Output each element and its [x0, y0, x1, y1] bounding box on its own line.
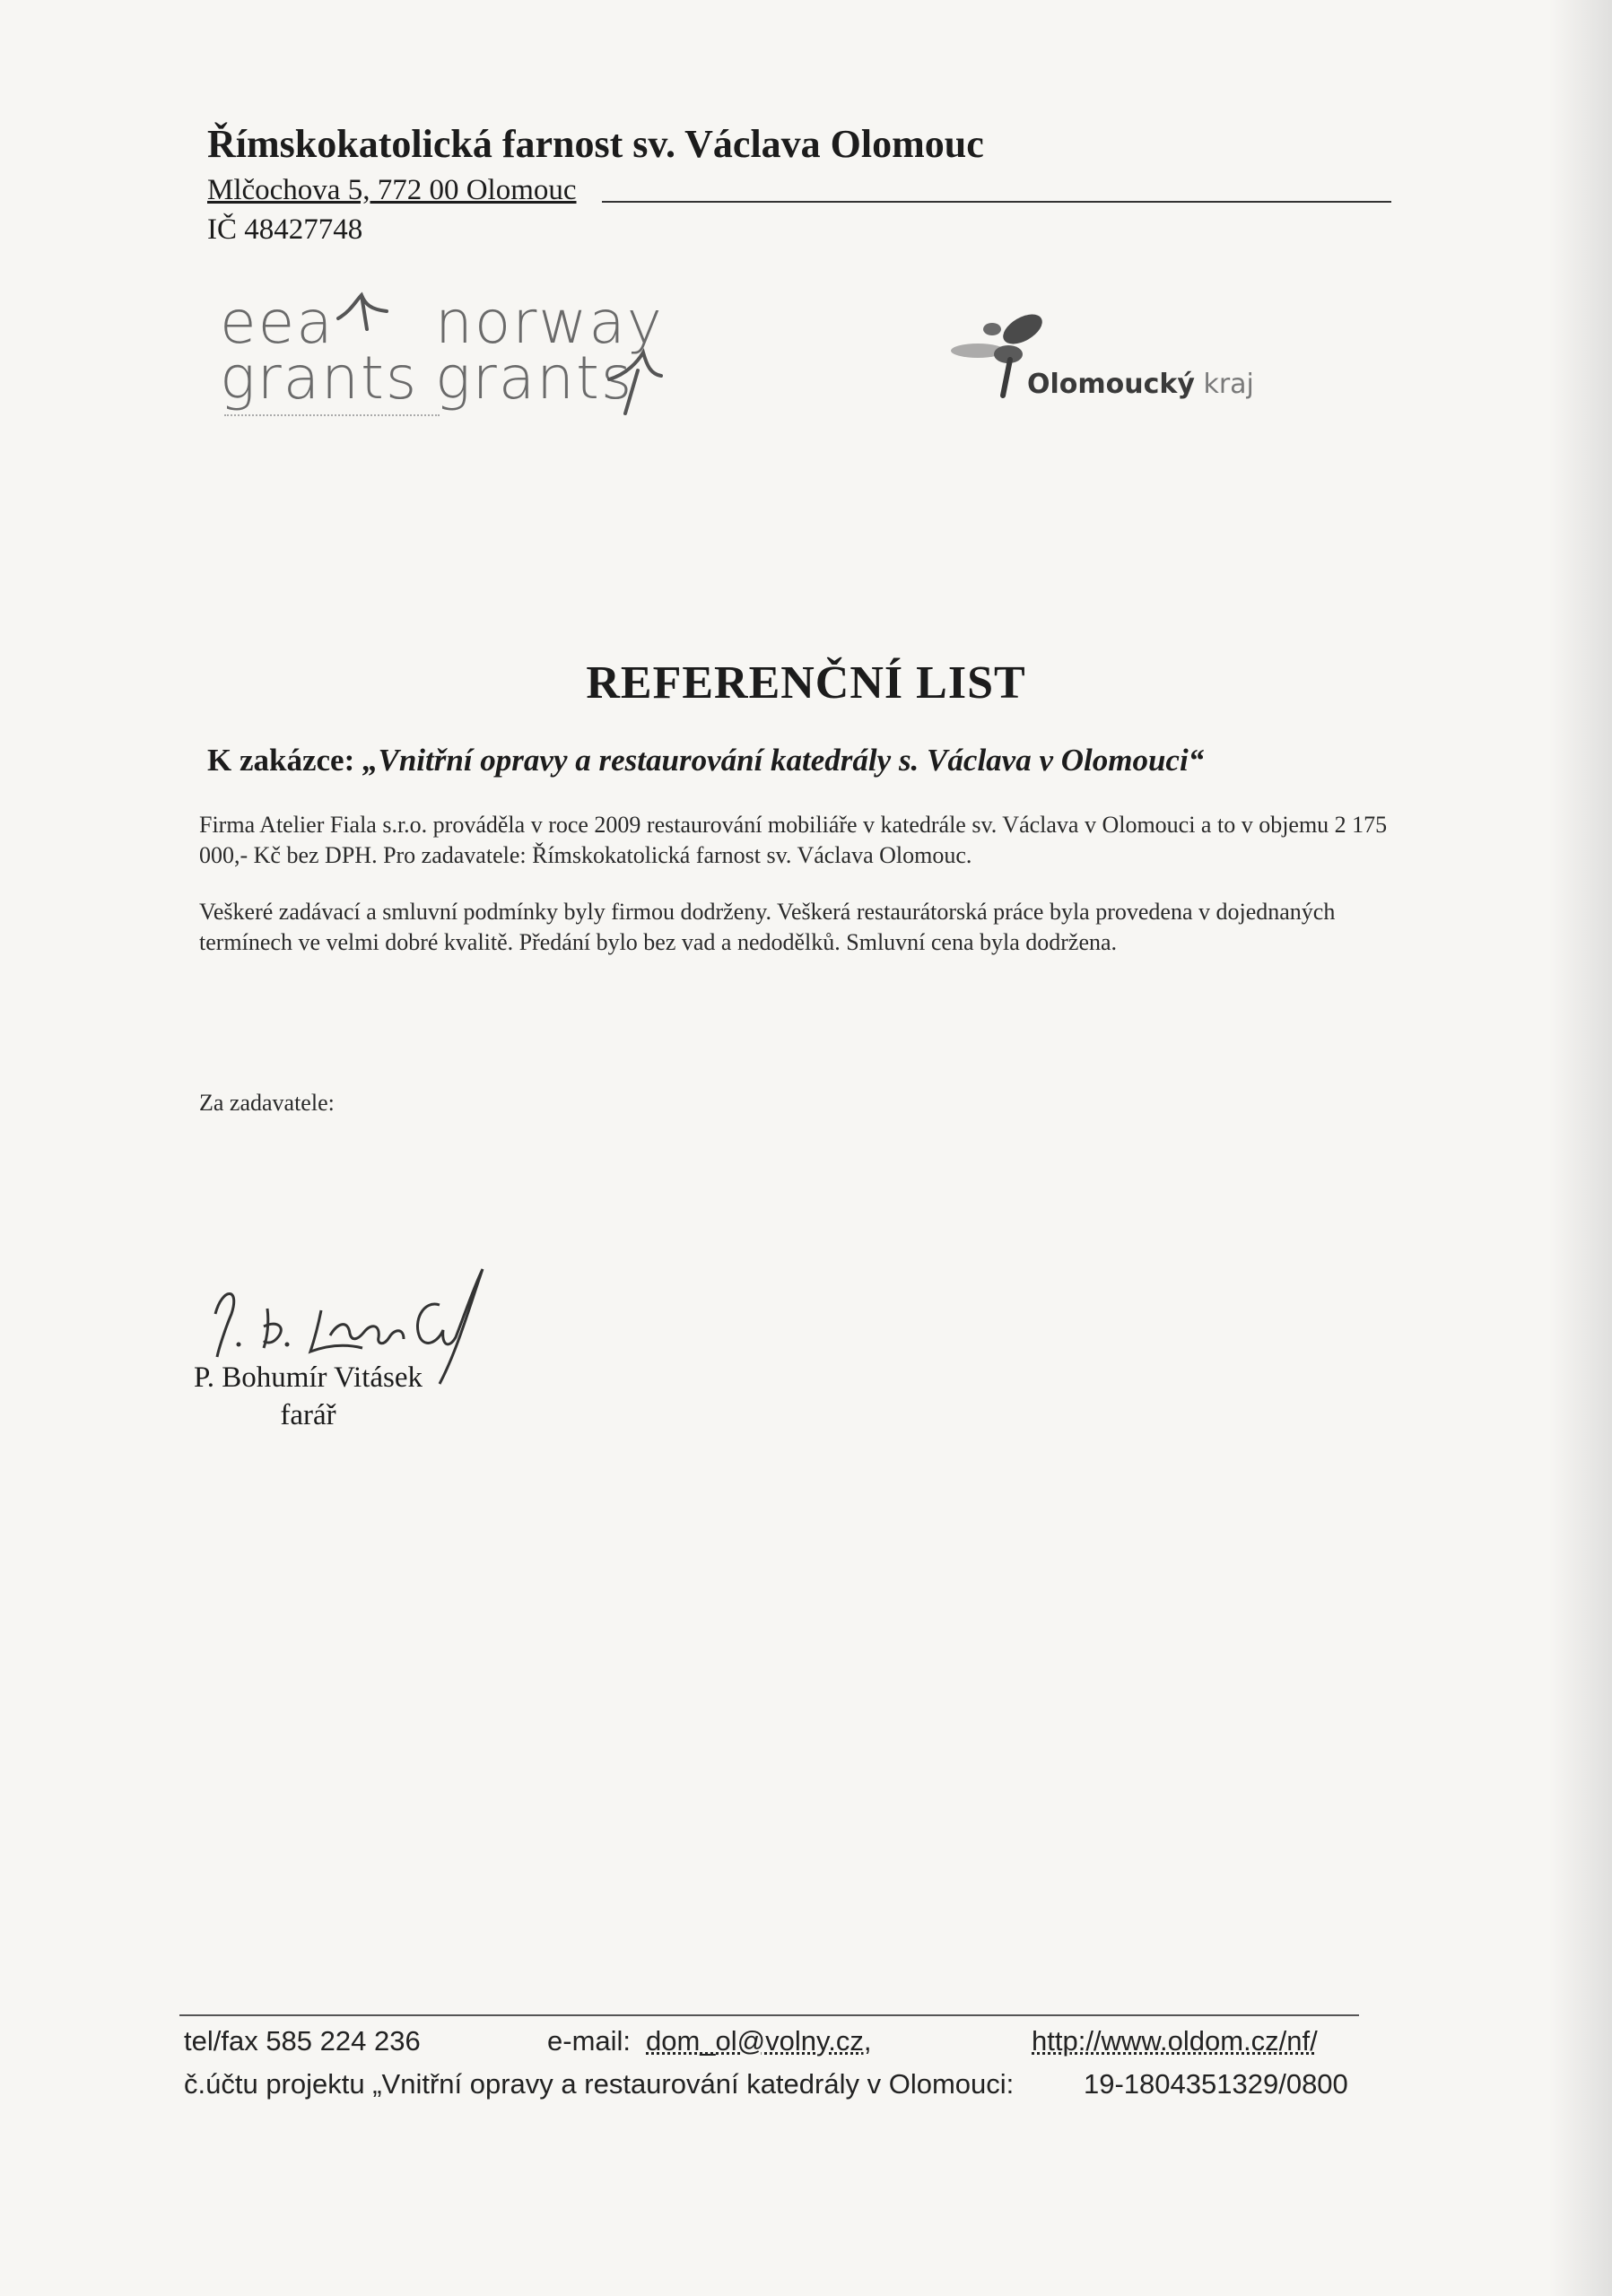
organization-name: Římskokatolická farnost sv. Václava Olomouc — [207, 122, 984, 166]
eea-logo-grants-word: grants — [220, 344, 419, 413]
subject-prefix: K zakázce: — [207, 743, 355, 778]
footer-divider — [179, 2014, 1359, 2016]
footer-email-label: e-mail: — [547, 2025, 632, 2057]
signatory-name: P. Bohumír Vitásek — [194, 1361, 423, 1394]
kraj-wordmark-bold: Olomoucký — [1027, 369, 1195, 400]
footer-account-label: č.účtu projektu „Vnitřní opravy a restaurování katedrály v Olomouci: — [184, 2068, 1015, 2100]
scan-edge-shadow — [1549, 0, 1612, 2296]
eea-bird-icon — [335, 291, 392, 338]
footer — [184, 2020, 1368, 2106]
norway-logo-grants-word: grants — [435, 344, 634, 413]
signatory — [194, 1359, 423, 1434]
letterhead-divider — [602, 201, 1391, 203]
signature-label: Za zadavatele: — [199, 1090, 335, 1116]
footer-account-number: 19-1804351329/0800 — [1084, 2068, 1348, 2100]
grants-tagline — [224, 414, 440, 416]
eea-norway-grants-logo — [220, 288, 686, 435]
subject-project: „Vnitřní opravy a restaurování katedrály s. Václava v Olomouci“ — [362, 743, 1205, 778]
letterhead — [207, 118, 1391, 249]
norway-logo-word: norway — [435, 288, 664, 357]
footer-email-link[interactable]: dom_ol@volny.cz, — [646, 2025, 872, 2057]
footer-contact-row — [184, 2020, 1368, 2063]
document-title: REFERENČNÍ LIST — [586, 657, 1026, 709]
body-paragraph: Veškeré zadávací a smluvní podmínky byly firmou dodrženy. Veškerá restaurátorská práce byla provedena v dojednaných termínech ve velmi dobré kvalitě. Předání bylo bez vad a nedodělků. Smluvní cena byla dodržena. — [199, 899, 1336, 955]
organization-address: Mlčochova 5, 772 00 Olomouc — [207, 174, 577, 206]
eea-logo-word: eea — [220, 288, 335, 357]
olomoucky-kraj-logo — [951, 309, 1274, 408]
kraj-wordmark-light: kraj — [1203, 369, 1254, 400]
subject-line — [207, 743, 1204, 778]
kraj-wordmark — [1027, 369, 1254, 400]
organization-id: IČ 48427748 — [207, 213, 363, 246]
signatory-role: farář — [280, 1399, 336, 1431]
footer-account-row — [184, 2063, 1368, 2106]
norway-bird-icon — [602, 347, 665, 419]
body-paragraph: Firma Atelier Fiala s.r.o. prováděla v roce 2009 restaurování mobiliáře v katedrále sv. Václava v Olomouci a to v objemu 2 175 000,- Kč bez DPH. Pro zadavatele: Římskokatolická farnost sv. Václava Olomouc. — [199, 812, 1388, 868]
footer-website-link[interactable]: http://www.oldom.cz/nf/ — [1032, 2025, 1318, 2057]
address-row — [207, 170, 1391, 210]
footer-phone: tel/fax 585 224 236 — [184, 2025, 421, 2057]
